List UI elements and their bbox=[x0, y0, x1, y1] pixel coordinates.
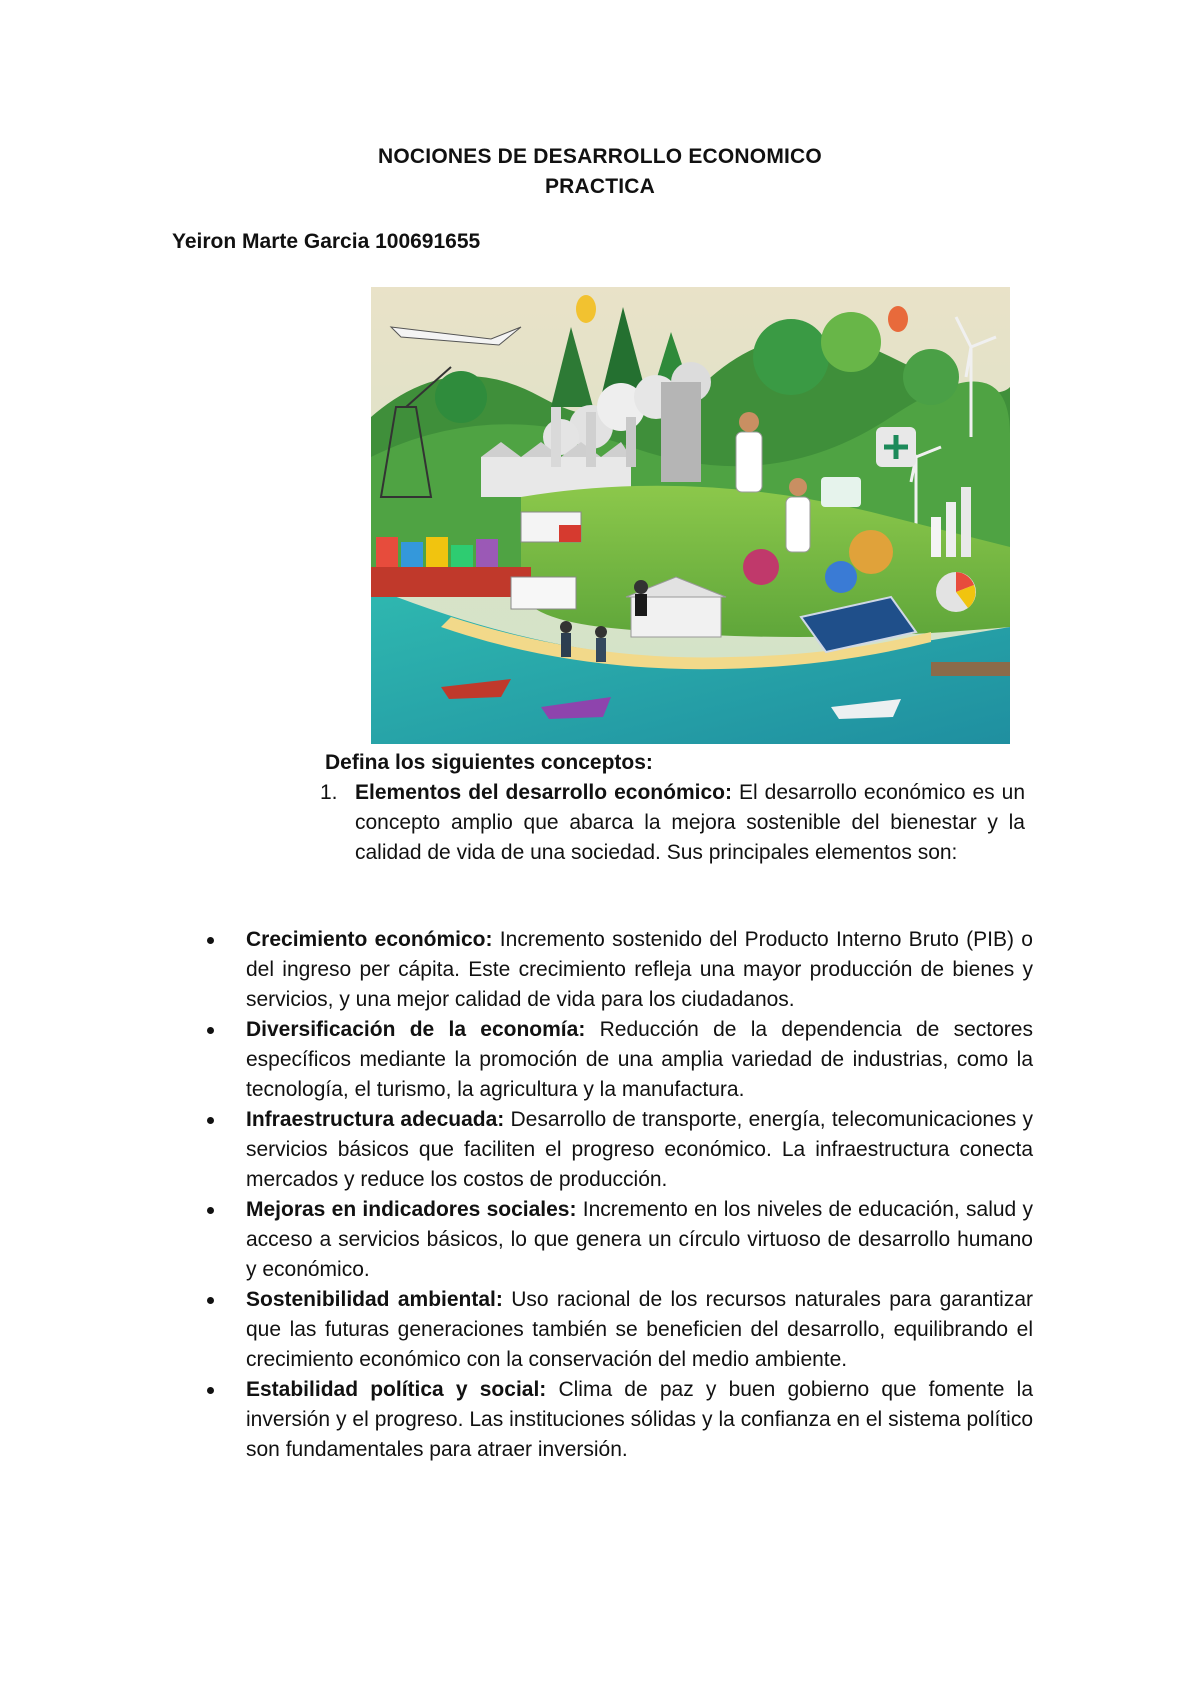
list-item bbox=[200, 1015, 1033, 1105]
bullet-icon bbox=[207, 937, 214, 944]
list-item bbox=[200, 1375, 1033, 1465]
elements-list bbox=[200, 925, 1033, 1465]
bullet-term: Crecimiento económico: bbox=[246, 928, 493, 951]
item-term: Elementos del desarrollo económico: bbox=[355, 781, 732, 804]
bullet-text: Reducción de la dependencia de sectores específicos mediante la promoción de una amplia variedad de industrias, como la tecnología, el turismo, la agricultura y la manufactura. bbox=[246, 1018, 1033, 1101]
bullet-text: Incremento en los niveles de educación, salud y acceso a servicios básicos, lo que genera un círculo virtuoso de desarrollo humano y económico. bbox=[246, 1198, 1033, 1281]
list-item bbox=[200, 1105, 1033, 1195]
intro-section bbox=[320, 748, 1025, 868]
questions-heading: Defina los siguientes conceptos: bbox=[325, 751, 653, 774]
document-subtitle: PRACTICA bbox=[544, 175, 656, 198]
bullet-term: Sostenibilidad ambiental: bbox=[246, 1288, 503, 1311]
bullet-term: Diversificación de la economía: bbox=[246, 1018, 586, 1041]
economic-development-illustration bbox=[371, 287, 1010, 744]
author-line: Yeiron Marte Garcia 100691655 bbox=[172, 230, 481, 253]
bullet-icon bbox=[207, 1207, 214, 1214]
list-item bbox=[200, 925, 1033, 1015]
bullet-icon bbox=[207, 1117, 214, 1124]
bullet-icon bbox=[207, 1297, 214, 1304]
bullet-icon bbox=[207, 1027, 214, 1034]
bullet-term: Infraestructura adecuada: bbox=[246, 1108, 505, 1131]
bullet-icon bbox=[207, 1387, 214, 1394]
list-item bbox=[200, 1195, 1033, 1285]
bullet-text: Clima de paz y buen gobierno que fomente la inversión y el progreso. Las instituciones sólidas y la confianza en el sistema político son fundamentales para atraer inversión. bbox=[246, 1378, 1033, 1461]
bullet-term: Estabilidad política y social: bbox=[246, 1378, 547, 1401]
bullet-text: Incremento sostenido del Producto Interno Bruto (PIB) o del ingreso per cápita. Este crecimiento refleja una mayor producción de bienes y servicios, y una mejor calidad de vida para los ciudadanos. bbox=[246, 928, 1033, 1011]
list-item bbox=[200, 1285, 1033, 1375]
bullet-text: Uso racional de los recursos naturales para garantizar que las futuras generaciones también se beneficien del desarrollo, equilibrando el crecimiento económico con la conservación del medio ambiente. bbox=[246, 1288, 1033, 1371]
item-number: 1. bbox=[320, 781, 338, 804]
bullet-text: Desarrollo de transporte, energía, telecomunicaciones y servicios básicos que faciliten el progreso económico. La infraestructura conecta mercados y reduce los costos de producción. bbox=[246, 1108, 1033, 1191]
document-title: NOCIONES DE DESARROLLO ECONOMICO bbox=[378, 145, 822, 168]
bullet-term: Mejoras en indicadores sociales: bbox=[246, 1198, 577, 1221]
numbered-item bbox=[320, 778, 1025, 868]
item-text: El desarrollo económico es un concepto amplio que abarca la mejora sostenible del bienestar y la calidad de vida de una sociedad. Sus principales elementos son: bbox=[355, 781, 1025, 864]
